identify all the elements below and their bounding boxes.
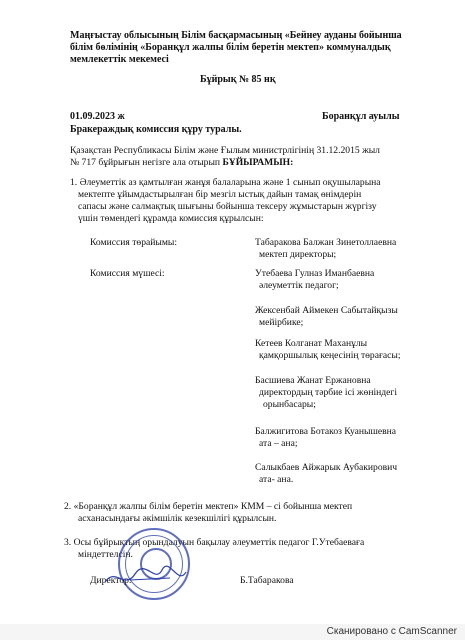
preamble-line-2: [70, 157, 293, 169]
preamble-command: БҰЙЫРАМЫН:: [222, 157, 294, 168]
member-name: Басшиева Жанат Ержановна: [255, 375, 371, 386]
member-role: ата – ана;: [259, 438, 298, 449]
member-name: Салыкбаев Айжарык Аубакирович: [255, 462, 398, 473]
preamble-line-1: Қазақстан Республикасы Білім және Ғылым министрлігінің 31.12.2015 жыл: [70, 145, 380, 156]
item1-line-1: 1. Әлеуметтік аз қамтылған жанұя балаларына және 1 сынып оқушыларына: [70, 177, 381, 188]
header-line-3: мемлекеттік мекемесі: [70, 54, 169, 65]
item1-line-4: үшін төмендегі құрамда комиссия құрылсын:: [78, 213, 264, 224]
scanner-watermark: Сканировано с CamScanner: [326, 626, 457, 637]
member-role: әлеуметтік педагог;: [259, 280, 339, 291]
item2-line-1: 2. «Боранқұл жалпы білім беретін мектеп» КММ – сі бойынша мектеп: [64, 501, 353, 512]
member-name: Балжигитова Ботакоз Куанышевна: [255, 426, 397, 437]
member-role: мейірбике;: [259, 317, 304, 328]
member-role: мектеп директоры;: [259, 249, 337, 260]
item1-line-3: сапасы және салмақтық шығыны бойынша тексеру жұмыстарын жүргізу: [78, 201, 377, 212]
item1-line-2: мектепте ұйымдастырылған бір мезгіл ыстық дайын тамақ өнімдерін: [78, 189, 362, 200]
member-role: ата- ана.: [259, 474, 294, 485]
order-subject: Бракераждық комиссия құру туралы.: [70, 124, 242, 135]
scanner-footer: [0, 624, 465, 640]
item3-line-2: міндеттелсін.: [78, 549, 133, 560]
item3-line-1: 3. Осы бұйрықтың орындалуын бақылау әлеуметтік педагог Г.Утебаеваға: [64, 537, 365, 548]
member-role: орынбасары;: [263, 399, 316, 410]
preamble-text: № 717 бұйрығын негізге ала отырып: [70, 157, 221, 168]
signatory-name: Б.Табаракова: [240, 575, 294, 586]
member-name: Табаракова Балжан Зинетоллаевна: [255, 237, 397, 248]
chair-label: Комиссия төрайымы:: [90, 237, 178, 248]
member-name: Утебаева Гулназ Иманбаевна: [255, 268, 375, 279]
order-place: Боранқұл ауылы: [322, 111, 400, 122]
member-role: директордың тәрбие ісі жөніндегі: [259, 387, 398, 398]
item2-line-2: асханасындағы әкімшілік кезекшілігі құрылсын.: [78, 513, 277, 524]
member-label: Комиссия мүшесі:: [90, 268, 165, 279]
header-line-2: білім бөлімінің «Боранқұл жалпы білім беретін мектеп» коммуналдық: [70, 42, 391, 53]
header-line-1: Маңғыстау облысының Білім басқармасының «Бейнеу ауданы бойынша: [70, 30, 402, 41]
signature-title: Директор:: [90, 575, 132, 586]
order-date: 01.09.2023 ж: [70, 111, 125, 122]
member-name: Жексенбай Аймекен Сабытайқызы: [255, 305, 398, 316]
order-number: Бұйрық № 85 нқ: [200, 74, 276, 85]
signature-scribble: [100, 562, 190, 592]
member-role: қамқоршылық кеңесінің төрағасы;: [259, 350, 401, 361]
member-name: Кетеев Колганат Маханұлы: [255, 338, 368, 349]
